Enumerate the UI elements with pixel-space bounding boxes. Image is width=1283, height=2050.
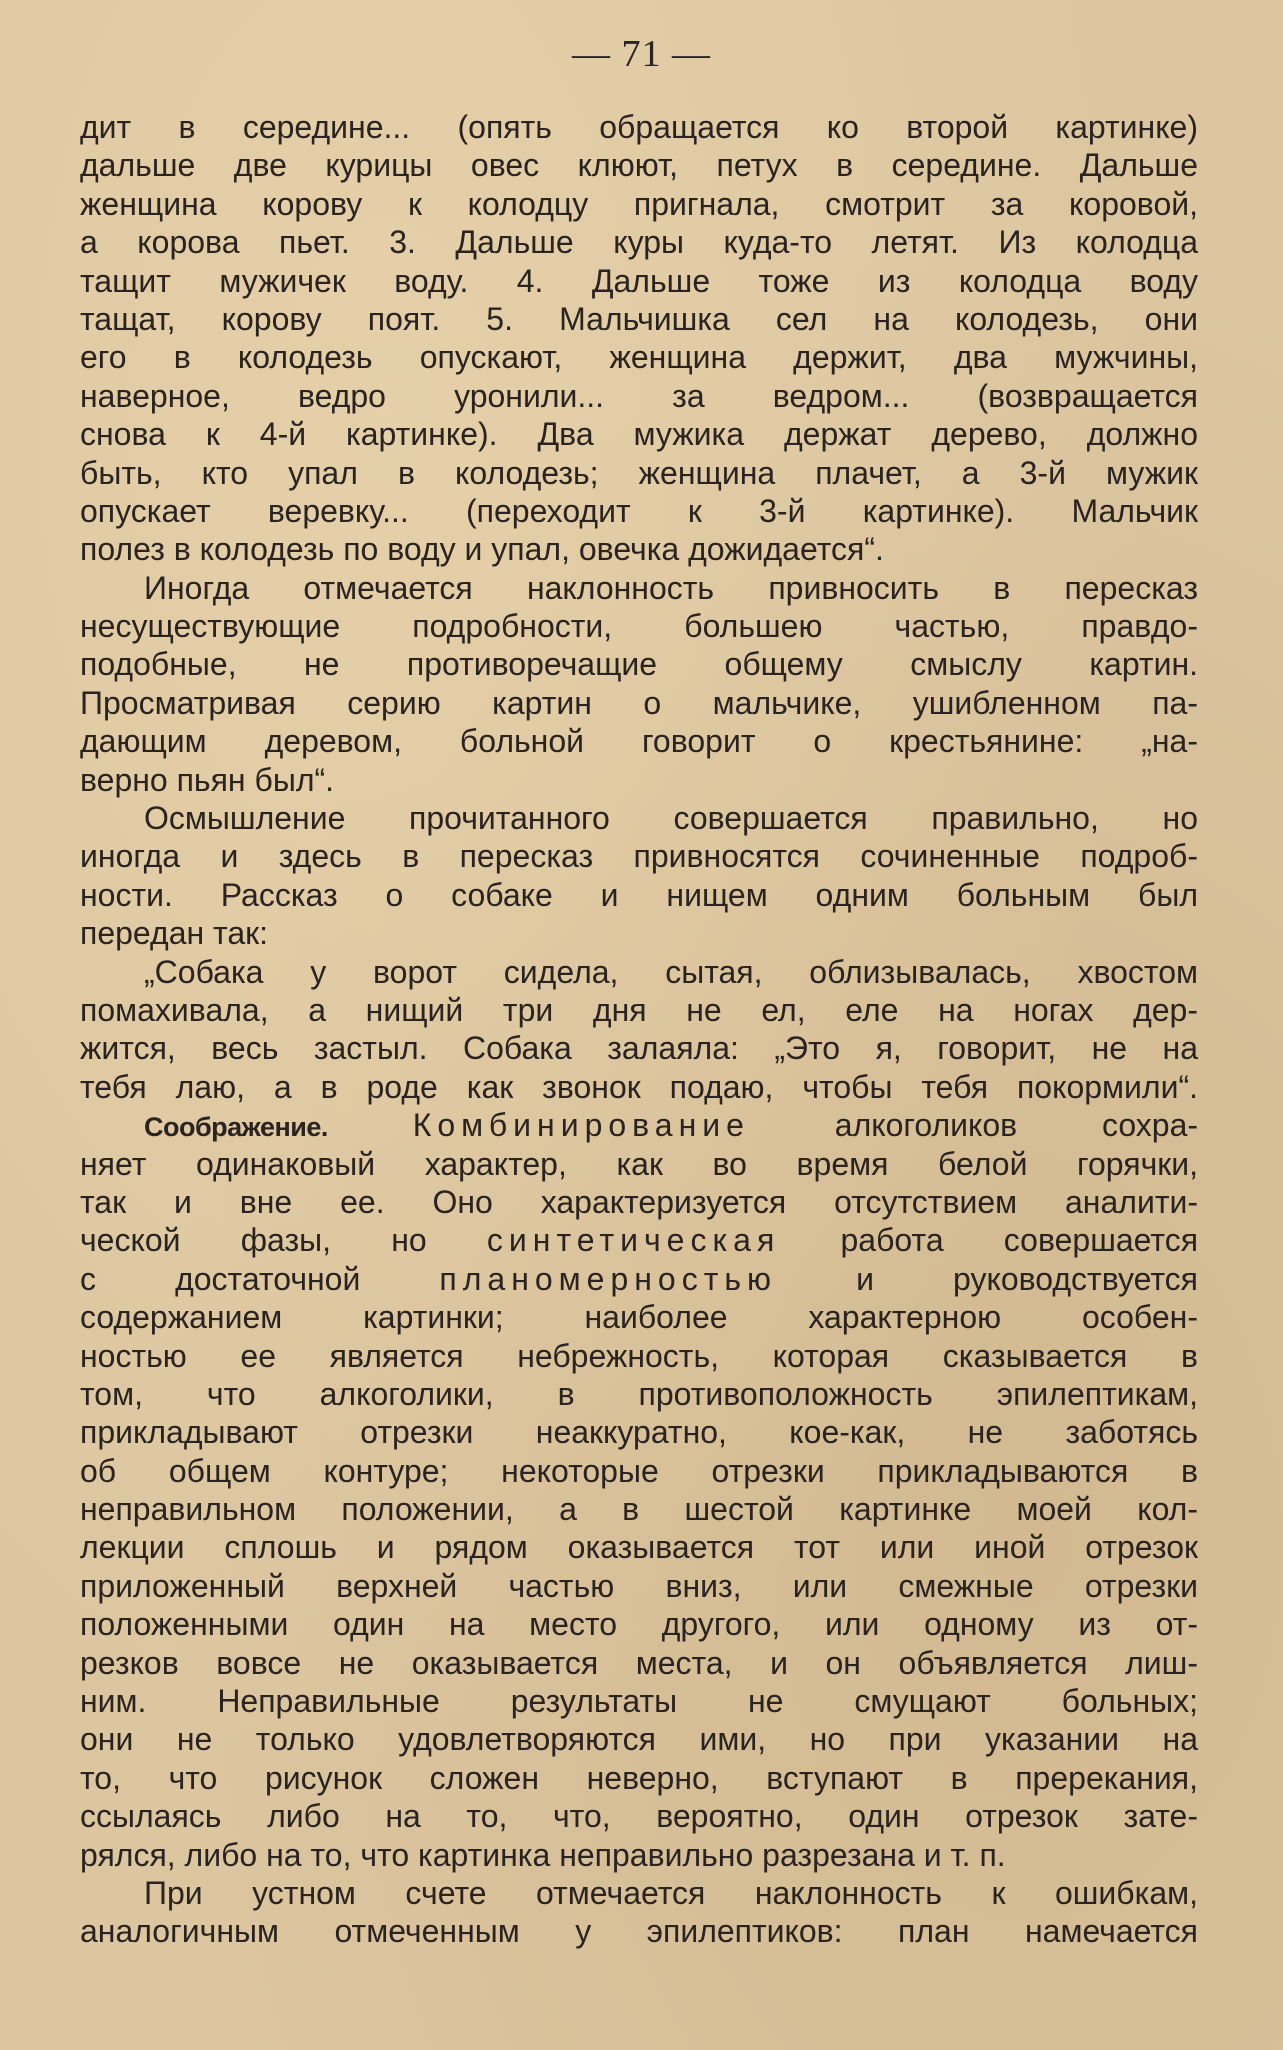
text-line: они не только удовлетворяются ими, но при указании на [80,1721,1198,1758]
text-fragment: ческой фазы, но [80,1222,427,1259]
text-line: аналогичным отмеченным у эпилептиков: план намечается [80,1913,1198,1950]
text-line: иногда и здесь в пересказ привносятся сочиненные подроб- [80,838,1198,875]
text-line: быть, кто упал в колодезь; женщина плачет, а 3-й мужик [80,454,1198,491]
text-line: так и вне ее. Оно характеризуется отсутствием аналити- [80,1183,1198,1220]
text-line: опускает веревку... (переходит к 3-й картинке). Мальчик [80,492,1198,529]
text-line: дающим деревом, больной говорит о крестьянине: „на- [80,723,1198,760]
text-line: неправильном положении, а в шестой картинке моей кол- [80,1491,1198,1528]
text-line: тащат, корову поят. 5. Мальчишка сел на колодезь, они [80,300,1198,337]
text-line: ностью ее является небрежность, которая сказывается в [80,1337,1198,1374]
text-fragment: с достаточной [80,1260,361,1297]
text-line: а корова пьет. 3. Дальше куры куда-то летят. Из колодца [80,224,1198,261]
spaced-term: Комбинирование [412,1107,750,1144]
text-line: Просматривая серию картин о мальчике, ушибленном па- [80,684,1198,721]
text-line: помахивала, а нищий три дня не ел, еле на ногах дер- [80,991,1198,1028]
text-line: ним. Неправильные результаты не смущают больных; [80,1683,1198,1720]
quote-start: „Собака у ворот сидела, сытая, облизывалась, хвостом [144,953,1198,990]
text-line: верно пьян был“. [80,761,335,798]
text-line [80,1260,1198,1298]
text-line: снова к 4-й картинке). Два мужика держат дерево, должно [80,416,1198,453]
section-label: Соображение. [144,1112,328,1143]
text-line: тащит мужичек воду. 4. Дальше тоже из колодца воду [80,262,1198,299]
text-line: резков вовсе не оказывается места, и он объявляется лиш- [80,1644,1198,1681]
text-line: лекции сплошь и рядом оказывается тот или иной отрезок [80,1529,1198,1566]
text-line: женщина корову к колодцу пригнала, смотрит за коровой, [80,185,1198,222]
text-line: то, что рисунок сложен неверно, вступают в пререкания, [80,1759,1198,1796]
text-line: содержанием картинки; наиболее характерною особен- [80,1299,1198,1336]
paragraph-start: Иногда отмечается наклонность привносить в пересказ [144,569,1198,606]
text-line: няет одинаковый характер, как во время белой горячки, [80,1145,1198,1182]
text-fragment: и руководствуется [856,1260,1198,1297]
text-line: дит в середине... (опять обращается ко второй картинке) [80,109,1198,145]
paragraph-start: Осмышление прочитанного совершается правильно, но [144,800,1198,837]
text-fragment: работа совершается [840,1222,1199,1259]
text-line: подобные, не противоречащие общему смыслу картин. [80,646,1198,683]
text-line [80,1221,1198,1259]
spaced-term: планомерностью [439,1260,778,1297]
text-line: об общем контуре; некоторые отрезки прикладываются в [80,1452,1198,1489]
text-line: несуществующие подробности, большею частью, правдо- [80,608,1198,645]
paragraph-start: При устном счете отмечается наклонность к ошибкам, [144,1874,1198,1911]
page-number: — 71 — [572,33,711,75]
text-line: ности. Рассказ о собаке и нищем одним больным был [80,876,1198,913]
text-line: передан так: [80,915,269,952]
text-line: рялся, либо на то, что картинка неправильно разрезана и т. п. [80,1836,1006,1873]
text-line: жится, весь застыл. Собака залаяла: „Это я, говорит, не на [80,1030,1198,1067]
text-line: тебя лаю, а в роде как звонок подаю, чтобы тебя покормили“. [80,1068,1198,1105]
text-line: полез в колодезь по воду и упал, овечка дожидается“. [80,531,884,568]
text-line: дальше две курицы овес клюют, петух в середине. Дальше [80,147,1198,184]
text-line: наверное, ведро уронили... за ведром... (возвращается [80,377,1198,414]
body-text [80,108,1198,1951]
paragraph-start-soobrazhenie [80,1106,1198,1144]
text-line: приложенный верхней частью вниз, или смежные отрезки [80,1567,1198,1604]
text-line: положенными один на место другого, или одному из от- [80,1606,1198,1643]
spaced-term: синтетическая [486,1222,781,1259]
text-line: прикладывают отрезки неаккуратно, кое-как, не заботясь [80,1414,1198,1451]
text-fragment: алкоголиков сохра- [834,1107,1199,1144]
text-line: том, что алкоголики, в противоположность эпилептикам, [80,1375,1198,1412]
text-line: его в колодезь опускают, женщина держит, два мужчины, [80,339,1198,376]
text-line: ссылаясь либо на то, что, вероятно, один отрезок зате- [80,1798,1198,1835]
